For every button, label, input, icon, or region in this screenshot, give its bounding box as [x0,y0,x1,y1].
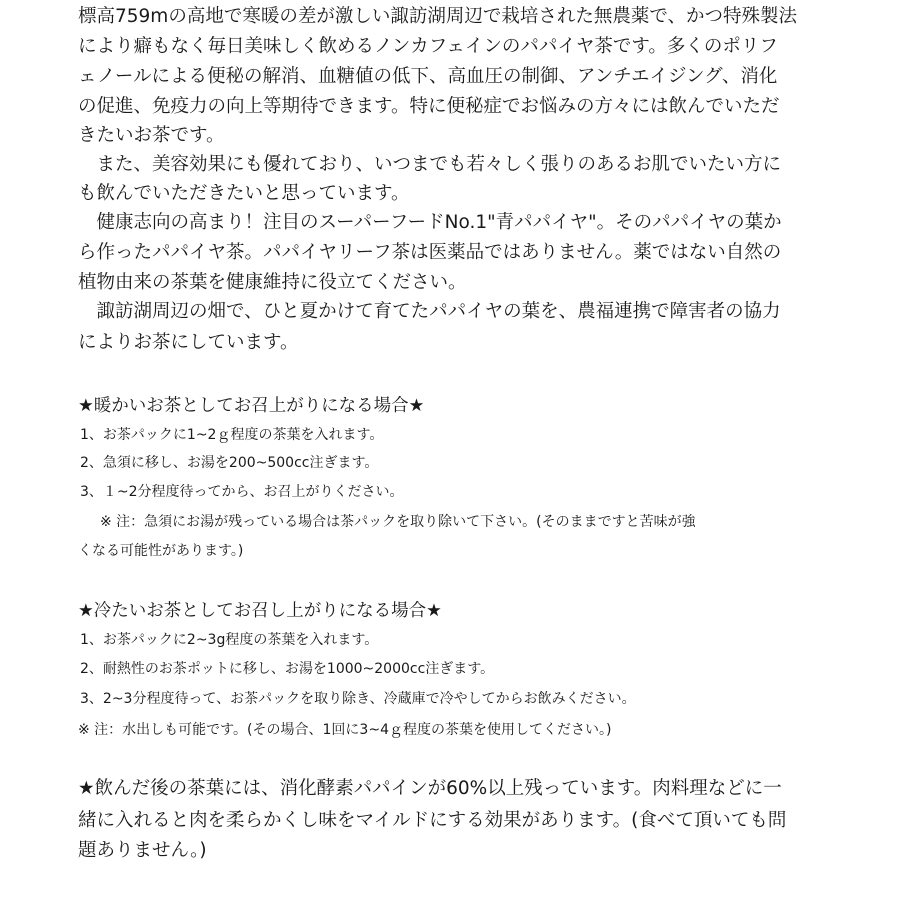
intro-line: 標高759mの高地で寒暖の差が激しい諏訪湖周辺で栽培された無農薬で、かつ特殊製法 [78,6,797,27]
intro-line: 植物由来の茶葉を健康維持に役立てください。 [78,272,467,293]
cold-step: 3、2~3分程度待って、お茶パックを取り除き、冷蔵庫で冷やしてからお飲みください。 [80,691,636,707]
intro-line: 健康志向の高まり！注目のスーパーフードNo.1"青パパイヤ"。そのパパイヤの葉か [78,212,782,233]
after-line: 題ありません。) [78,840,207,861]
intro-line: により癖もなく毎日美味しく飲めるノンカフェインのパパイヤ茶です。多くのポリフ [78,36,778,57]
hot-step: 2、急須に移し、お湯を200~500cc注ぎます。 [80,455,379,471]
intro-line: 諏訪湖周辺の畑で、ひと夏かけて育てたパパイヤの葉を、農福連携で障害者の協力 [78,301,781,322]
after-line: ★飲んだ後の茶葉には、消化酵素パパインが60%以上残っています。肉料理などに一 [78,778,782,799]
hot-note: ※ 注：急須にお湯が残っている場合は茶パックを取り除いて下さい。(そのままですと苦味が強 [100,514,696,530]
cold-tea-heading: ★冷たいお茶としてお召し上がりになる場合★ [78,601,442,621]
hot-step: 3、１~2分程度待ってから、お召上がりください。 [80,484,404,500]
intro-line: も飲んでいただきたいと思っています。 [78,183,410,204]
hot-step: 1、お茶パックに1~2ｇ程度の茶葉を入れます。 [80,427,384,443]
hot-tea-heading: ★暖かいお茶としてお召上がりになる場合★ [78,396,425,416]
intro-line: ェノールによる便秘の解消、血糖値の低下、高血圧の制御、アンチエイジング、消化 [78,66,778,87]
cold-step: 2、耐熱性のお茶ポットに移し、お湯を1000~2000cc注ぎます。 [80,661,495,677]
intro-line: によりお茶にしています。 [78,332,299,353]
intro-line: また、美容効果にも優れており、いつまでも若々しく張りのあるお肌でいたい方に [78,154,782,175]
after-line: 緒に入れると肉を柔らかくし味をマイルドにする効果があります。(食べて頂いても問 [78,810,787,831]
hot-note: くなる可能性があります。) [78,543,244,559]
cold-step: 1、お茶パックに2~3g程度の茶葉を入れます。 [80,632,379,648]
intro-line: ら作ったパパイヤ茶。パパイヤリーフ茶は医薬品ではありません。薬ではない自然の [78,242,782,263]
cold-note: ※ 注：水出しも可能です。(その場合、1回に3~4ｇ程度の茶葉を使用してください。) [78,722,612,738]
intro-line: きたいお茶です。 [78,125,225,146]
intro-line: の促進、免疫力の向上等期待できます。特に便秘症でお悩みの方々には飲んでいただ [78,96,780,117]
